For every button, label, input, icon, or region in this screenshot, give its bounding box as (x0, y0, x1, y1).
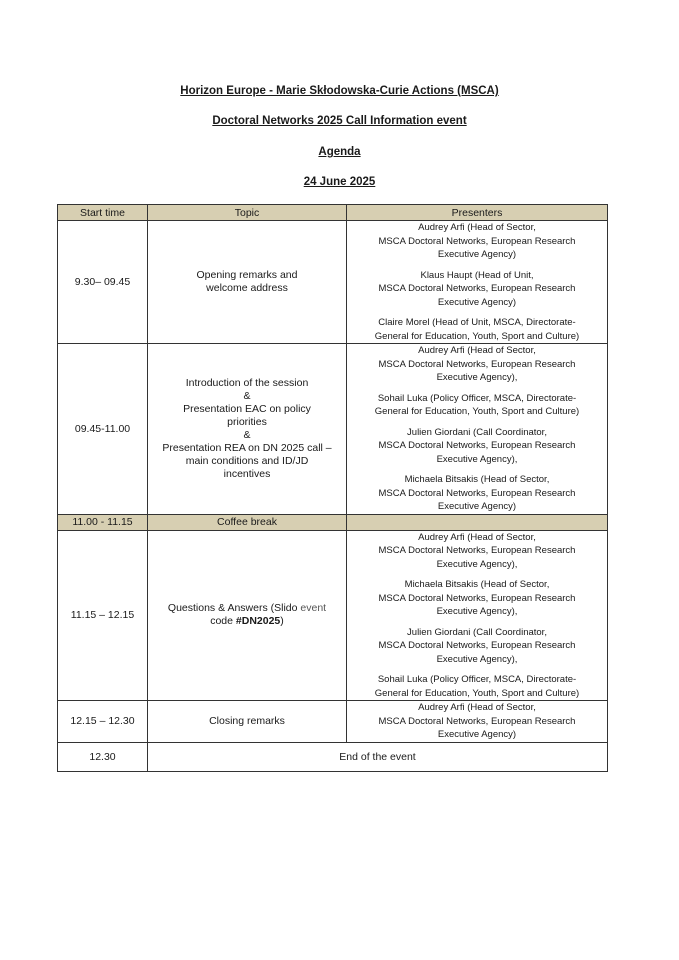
presenter-entry (347, 392, 607, 419)
presenters-cell (347, 344, 608, 515)
topic-cell (148, 344, 347, 515)
presenter-line: Executive Agency) (437, 501, 517, 512)
presenter-line: Executive Agency) (437, 729, 517, 740)
presenter-line: Audrey Arfi (Head of Sector, (418, 702, 536, 713)
presenter-line: MSCA Doctoral Networks, European Research (378, 283, 576, 294)
start-time-cell: 11.15 – 12.15 (58, 530, 148, 701)
topic-cell (148, 221, 347, 344)
presenter-line: Claire Morel (Head of Unit, MSCA, Directorate- (378, 317, 576, 328)
table-row (58, 530, 608, 701)
presenter-line: MSCA Doctoral Networks, European Research (378, 715, 576, 727)
presenter-line: MSCA Doctoral Networks, European Research (378, 440, 576, 451)
presenter-entry (347, 626, 607, 667)
presenter-line: Executive Agency), (436, 653, 518, 665)
presenter-line: Executive Agency), (436, 372, 518, 383)
topic-line: Presentation EAC on policy (183, 402, 311, 415)
topic-line (148, 615, 346, 628)
topic-cell (148, 530, 347, 701)
event-date: 24 June 2025 (303, 176, 376, 188)
end-of-event-cell: End of the event (148, 742, 608, 771)
presenter-entry (347, 269, 607, 310)
column-header-presenters: Presenters (347, 205, 608, 221)
column-header-start-time: Start time (58, 205, 148, 221)
document-title: Horizon Europe - Marie Skłodowska-Curie Actions (MSCA) (180, 85, 499, 97)
presenter-line: General for Education, Youth, Sport and Culture) (374, 406, 580, 417)
topic-line: Introduction of the session (185, 376, 309, 389)
topic-line: incentives (223, 467, 271, 480)
agenda-heading: Agenda (318, 146, 361, 158)
table-row (58, 701, 608, 743)
presenter-line: Audrey Arfi (Head of Sector, (418, 531, 536, 543)
topic-text: ) (280, 615, 284, 628)
presenter-line: Michaela Bitsakis (Head of Sector, (404, 579, 550, 590)
presenter-line: Executive Agency), (436, 606, 518, 617)
presenter-entry (347, 578, 607, 619)
presenter-entry (347, 344, 607, 385)
topic-text: event (300, 602, 327, 615)
presenter-line: Audrey Arfi (Head of Sector, (418, 345, 536, 356)
table-row (58, 221, 608, 344)
presenter-entry (347, 316, 607, 343)
event-title: Doctoral Networks 2025 Call Information event (212, 115, 467, 127)
presenter-line: Sohail Luka (Policy Officer, MSCA, Directorate- (377, 392, 577, 404)
start-time-cell: 9.30– 09.45 (58, 221, 148, 344)
column-header-topic: Topic (148, 205, 347, 221)
presenters-cell (347, 530, 608, 701)
presenter-line: General for Education, Youth, Sport and Culture) (374, 330, 580, 342)
topic-cell: Coffee break (148, 514, 347, 530)
table-header-row (58, 205, 608, 221)
presenter-line: Executive Agency), (436, 558, 518, 570)
topic-line: main conditions and ID/JD (185, 454, 309, 467)
presenter-entry (347, 221, 607, 262)
presenter-entry (347, 701, 607, 742)
presenter-line: MSCA Doctoral Networks, European Research (378, 235, 576, 247)
topic-line: & (243, 428, 251, 441)
topic-line: Closing remarks (209, 714, 285, 727)
presenter-line: Klaus Haupt (Head of Unit, (420, 269, 534, 281)
topic-line (148, 602, 346, 615)
presenter-line: Executive Agency) (437, 296, 517, 308)
slido-event-code: #DN2025 (235, 615, 281, 628)
presenter-line: MSCA Doctoral Networks, European Research (378, 487, 576, 499)
table-row (58, 344, 608, 515)
presenter-entry (347, 473, 607, 514)
topic-line: & (243, 389, 251, 402)
topic-text: code (210, 615, 236, 628)
presenter-line: Sohail Luka (Policy Officer, MSCA, Directorate- (377, 674, 577, 685)
presenter-line: Julien Giordani (Call Coordinator, (407, 426, 547, 438)
presenters-cell (347, 221, 608, 344)
presenter-line: MSCA Doctoral Networks, European Research (378, 592, 576, 604)
start-time-cell: 09.45-11.00 (58, 344, 148, 515)
topic-line: priorities (227, 415, 267, 428)
topic-line: welcome address (206, 282, 288, 294)
presenter-entry (347, 426, 607, 467)
agenda-table (57, 204, 608, 772)
presenters-cell (347, 701, 608, 743)
presenter-line: Executive Agency), (436, 453, 518, 465)
table-row (58, 742, 608, 771)
presenter-entry (347, 673, 607, 700)
presenter-line: MSCA Doctoral Networks, European Research (378, 358, 576, 370)
presenter-line: MSCA Doctoral Networks, European Research (378, 640, 576, 651)
topic-cell (148, 701, 347, 743)
presenter-line: Audrey Arfi (Head of Sector, (418, 222, 536, 233)
topic-line: Presentation REA on DN 2025 call – (162, 441, 332, 454)
presenter-line: Michaela Bitsakis (Head of Sector, (404, 474, 550, 485)
topic-text: Questions & Answers (Slido (167, 602, 301, 615)
presenters-cell (347, 514, 608, 530)
presenter-line: Julien Giordani (Call Coordinator, (407, 626, 547, 638)
topic-line: Opening remarks and (196, 269, 298, 281)
presenter-entry (347, 531, 607, 572)
presenter-line: General for Education, Youth, Sport and Culture) (374, 687, 580, 699)
presenter-line: MSCA Doctoral Networks, European Research (378, 545, 576, 556)
start-time-cell: 11.00 - 11.15 (58, 514, 148, 530)
start-time-cell: 12.15 – 12.30 (58, 701, 148, 743)
table-row (58, 514, 608, 530)
start-time-cell: 12.30 (58, 742, 148, 771)
presenter-line: Executive Agency) (437, 249, 517, 260)
